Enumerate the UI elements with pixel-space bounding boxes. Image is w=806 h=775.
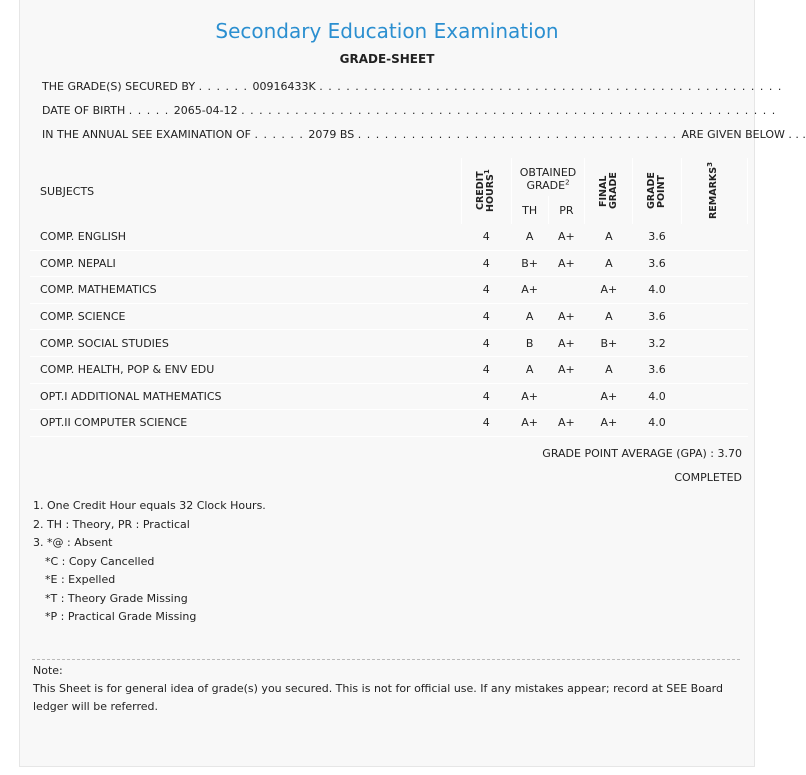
dob-value: 2065-04-12 [173,104,238,117]
grade-point-cell: 3.2 [633,330,681,357]
legend-item: 1. One Credit Hour equals 32 Clock Hours. [33,499,266,512]
final-grade-cell: A [585,224,633,250]
pr-cell [548,383,585,410]
th-cell: A [511,224,548,250]
table-row [30,224,748,250]
obtained-grade-header: OBTAINED GRADE$^2$ [519,166,577,192]
exam-label: IN THE ANNUAL SEE EXAMINATION OF [42,128,251,141]
pr-cell [548,277,585,304]
remarks-cell [681,330,747,357]
grade-point-cell: 3.6 [633,356,681,383]
final-grade-cell: A [585,356,633,383]
grade-point-cell: 3.6 [633,250,681,277]
note-section [33,662,733,716]
credit-cell: 4 [461,303,511,330]
th-cell: A [511,303,548,330]
subject-cell: OPT.II COMPUTER SCIENCE [30,410,461,437]
gpa-value: 3.70 [717,447,742,460]
grade-point-cell: 4.0 [633,383,681,410]
secured-by-line: THE GRADE(S) SECURED BY . . . . . . 00916433K . . . . . . . . . . . . . . . . . . . . . . . . . . . . . . . . . . . . . . . . . . . . . . . . . . . . [42,80,783,93]
pr-cell: A+ [548,330,585,357]
subject-cell: COMP. ENGLISH [30,224,461,250]
subject-cell: COMP. NEPALI [30,250,461,277]
credit-cell: 4 [461,383,511,410]
dob-line: DATE OF BIRTH . . . . . 2065-04-12 . . . . . . . . . . . . . . . . . . . . . . . . . . . . . . . . . . . . . . . . . . . . . . . . . . . . . . . . . . . . [42,104,777,117]
table-row [30,383,748,410]
legend-item: *C : Copy Cancelled [45,554,155,568]
remarks-cell [681,383,747,410]
final-grade-cell: A+ [585,277,633,304]
subjects-header: SUBJECTS [40,184,95,198]
credit-hours-header: CREDIT HOURS$^1$ [475,169,497,213]
secured-by-label: THE GRADE(S) SECURED BY [42,80,196,93]
legend-item: 2. TH : Theory, PR : Practical [33,517,190,531]
gpa-label: GRADE POINT AVERAGE (GPA) : [542,447,714,460]
credit-cell: 4 [461,250,511,277]
note-text: This Sheet is for general idea of grade(s) you secured. This is not for official use. If any mistakes appear; record at SEE Board ledger will be referred. [33,682,723,713]
grade-point-cell: 4.0 [633,277,681,304]
credit-cell: 4 [461,330,511,357]
final-grade-cell: A+ [585,383,633,410]
legend-item: 3. *@ : Absent [33,536,113,549]
exam-line: IN THE ANNUAL SEE EXAMINATION OF . . . . . . 2079 BS . . . . . . . . . . . . . . . . . . . . . . . . . . . . . . . . . . . . ARE GIVEN BELOW . . . [42,128,806,141]
final-grade-cell: A+ [585,410,633,437]
th-cell: A+ [511,383,548,410]
credit-cell: 4 [461,410,511,437]
th-cell: B+ [511,250,548,277]
remarks-header: REMARKS$^3$ [706,162,720,220]
grades-table [30,158,748,437]
status-text: COMPLETED [674,471,742,484]
table-row [30,303,748,330]
secured-by-value: 00916433K [252,80,316,93]
subject-cell: COMP. SOCIAL STUDIES [30,330,461,357]
pr-cell: A+ [548,356,585,383]
th-cell: B [511,330,548,357]
final-grade-cell: A [585,250,633,277]
remarks-cell [681,303,747,330]
legend [33,497,266,627]
divider [32,659,740,660]
page-subtitle: GRADE-SHEET [339,52,435,66]
exam-value: 2079 BS [308,128,355,141]
grade-point-cell: 3.6 [633,224,681,250]
grade-point-cell: 3.6 [633,303,681,330]
remarks-cell [681,277,747,304]
subject-cell: COMP. HEALTH, POP & ENV EDU [30,356,461,383]
subject-cell: COMP. SCIENCE [30,303,461,330]
subject-cell: OPT.I ADDITIONAL MATHEMATICS [30,383,461,410]
legend-item: *E : Expelled [45,573,116,586]
final-grade-cell: B+ [585,330,633,357]
grade-point-cell: 4.0 [633,410,681,437]
remarks-cell [681,224,747,250]
table-header-row [30,158,748,196]
page-title: Secondary Education Examination [215,19,559,43]
grade-sheet [19,0,806,767]
table-row [30,356,748,383]
pr-cell: A+ [548,250,585,277]
table-row [30,250,748,277]
legend-item: *P : Practical Grade Missing [45,610,197,623]
credit-cell: 4 [461,356,511,383]
final-grade-header: FINAL GRADE [597,172,619,210]
subject-cell: COMP. MATHEMATICS [30,277,461,304]
table-row [30,410,748,437]
remarks-cell [681,356,747,383]
final-grade-cell: A [585,303,633,330]
th-cell: A+ [511,277,548,304]
pr-header: PR [559,203,574,217]
th-header: TH [522,203,538,217]
legend-item: *T : Theory Grade Missing [45,591,188,605]
table-row [30,330,748,357]
note-label: Note: [33,664,63,677]
credit-cell: 4 [461,277,511,304]
pr-cell: A+ [548,224,585,250]
credit-cell: 4 [461,224,511,250]
pr-cell: A+ [548,303,585,330]
table-row [30,277,748,304]
gpa-line [542,447,742,460]
dob-label: DATE OF BIRTH [42,104,126,117]
exam-suffix: ARE GIVEN BELOW . . . [681,128,806,141]
remarks-cell [681,250,747,277]
remarks-cell [681,410,747,437]
pr-cell: A+ [548,410,585,437]
th-cell: A+ [511,410,548,437]
grade-point-header: GRADE POINT [646,172,668,210]
th-cell: A [511,356,548,383]
